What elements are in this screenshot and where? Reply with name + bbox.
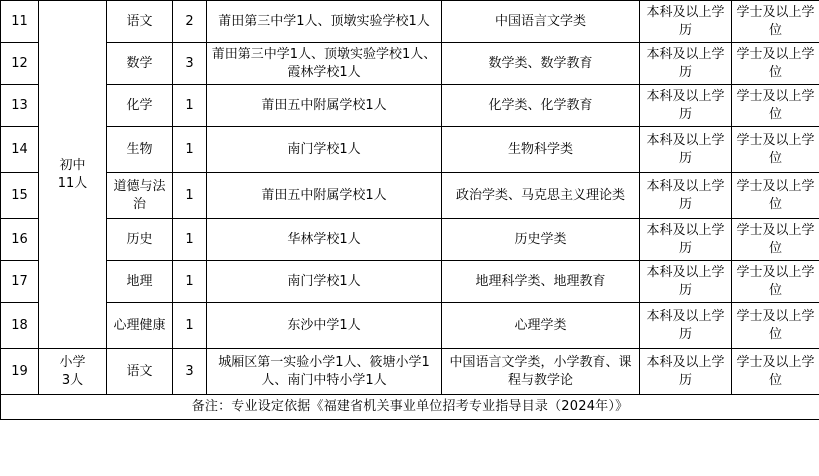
table-row <box>1 85 819 127</box>
cell-major-requirement: 地理科学类、地理教育 <box>442 261 640 303</box>
cell-subject: 道德与法治 <box>107 173 173 219</box>
cell-degree-requirement: 学士及以上学位 <box>732 349 819 395</box>
cell-schools: 莆田五中附属学校1人 <box>207 85 442 127</box>
cell-degree-requirement: 学士及以上学位 <box>732 1 819 43</box>
cell-major-requirement: 心理学类 <box>442 303 640 349</box>
footer-note: 备注：专业设定依据《福建省机关事业单位招考专业指导目录（2024年）》 <box>1 395 819 420</box>
cell-major-requirement: 中国语言文学类 <box>442 1 640 43</box>
cell-degree-requirement: 学士及以上学位 <box>732 261 819 303</box>
cell-education-requirement: 本科及以上学历 <box>640 303 732 349</box>
cell-subject: 地理 <box>107 261 173 303</box>
cell-schools: 东沙中学1人 <box>207 303 442 349</box>
cell-education-requirement: 本科及以上学历 <box>640 349 732 395</box>
cell-serial-number: 15 <box>1 173 39 219</box>
cell-education-requirement: 本科及以上学历 <box>640 85 732 127</box>
table-row <box>1 261 819 303</box>
cell-major-requirement: 中国语言文学类，小学教育、课程与教学论 <box>442 349 640 395</box>
cell-education-requirement: 本科及以上学历 <box>640 219 732 261</box>
cell-major-requirement: 生物科学类 <box>442 127 640 173</box>
cell-schools: 城厢区第一实验小学1人、筱塘小学1人、南门中特小学1人 <box>207 349 442 395</box>
cell-headcount: 1 <box>173 127 207 173</box>
table-row <box>1 127 819 173</box>
cell-education-requirement: 本科及以上学历 <box>640 261 732 303</box>
cell-major-requirement: 历史学类 <box>442 219 640 261</box>
cell-subject: 心理健康 <box>107 303 173 349</box>
cell-education-requirement: 本科及以上学历 <box>640 127 732 173</box>
table-row <box>1 43 819 85</box>
table-row <box>1 1 819 43</box>
cell-major-requirement: 化学类、化学教育 <box>442 85 640 127</box>
cell-headcount: 1 <box>173 219 207 261</box>
cell-headcount: 1 <box>173 173 207 219</box>
cell-education-requirement: 本科及以上学历 <box>640 43 732 85</box>
cell-stage-junior-high: 初中 11人 <box>39 1 107 349</box>
cell-serial-number: 18 <box>1 303 39 349</box>
table-row <box>1 219 819 261</box>
cell-headcount: 3 <box>173 43 207 85</box>
cell-schools: 南门学校1人 <box>207 261 442 303</box>
cell-headcount: 2 <box>173 1 207 43</box>
cell-serial-number: 12 <box>1 43 39 85</box>
cell-headcount: 1 <box>173 303 207 349</box>
cell-degree-requirement: 学士及以上学位 <box>732 127 819 173</box>
cell-schools: 莆田五中附属学校1人 <box>207 173 442 219</box>
cell-subject: 化学 <box>107 85 173 127</box>
cell-degree-requirement: 学士及以上学位 <box>732 303 819 349</box>
cell-headcount: 1 <box>173 85 207 127</box>
cell-subject: 语文 <box>107 349 173 395</box>
cell-subject: 语文 <box>107 1 173 43</box>
cell-subject: 生物 <box>107 127 173 173</box>
cell-schools: 华林学校1人 <box>207 219 442 261</box>
cell-headcount: 1 <box>173 261 207 303</box>
table-footer-row <box>1 395 819 420</box>
cell-major-requirement: 政治学类、马克思主义理论类 <box>442 173 640 219</box>
cell-serial-number: 11 <box>1 1 39 43</box>
cell-stage-primary: 小学 3人 <box>39 349 107 395</box>
cell-degree-requirement: 学士及以上学位 <box>732 219 819 261</box>
cell-education-requirement: 本科及以上学历 <box>640 1 732 43</box>
cell-schools: 莆田第三中学1人、顶墩实验学校1人、霞林学校1人 <box>207 43 442 85</box>
cell-headcount: 3 <box>173 349 207 395</box>
cell-serial-number: 14 <box>1 127 39 173</box>
cell-serial-number: 16 <box>1 219 39 261</box>
cell-serial-number: 13 <box>1 85 39 127</box>
cell-degree-requirement: 学士及以上学位 <box>732 85 819 127</box>
cell-subject: 历史 <box>107 219 173 261</box>
table-row <box>1 349 819 395</box>
table-row <box>1 173 819 219</box>
cell-serial-number: 17 <box>1 261 39 303</box>
cell-education-requirement: 本科及以上学历 <box>640 173 732 219</box>
cell-serial-number: 19 <box>1 349 39 395</box>
cell-schools: 莆田第三中学1人、顶墩实验学校1人 <box>207 1 442 43</box>
cell-major-requirement: 数学类、数学教育 <box>442 43 640 85</box>
cell-degree-requirement: 学士及以上学位 <box>732 173 819 219</box>
table-row <box>1 303 819 349</box>
cell-subject: 数学 <box>107 43 173 85</box>
cell-degree-requirement: 学士及以上学位 <box>732 43 819 85</box>
cell-schools: 南门学校1人 <box>207 127 442 173</box>
